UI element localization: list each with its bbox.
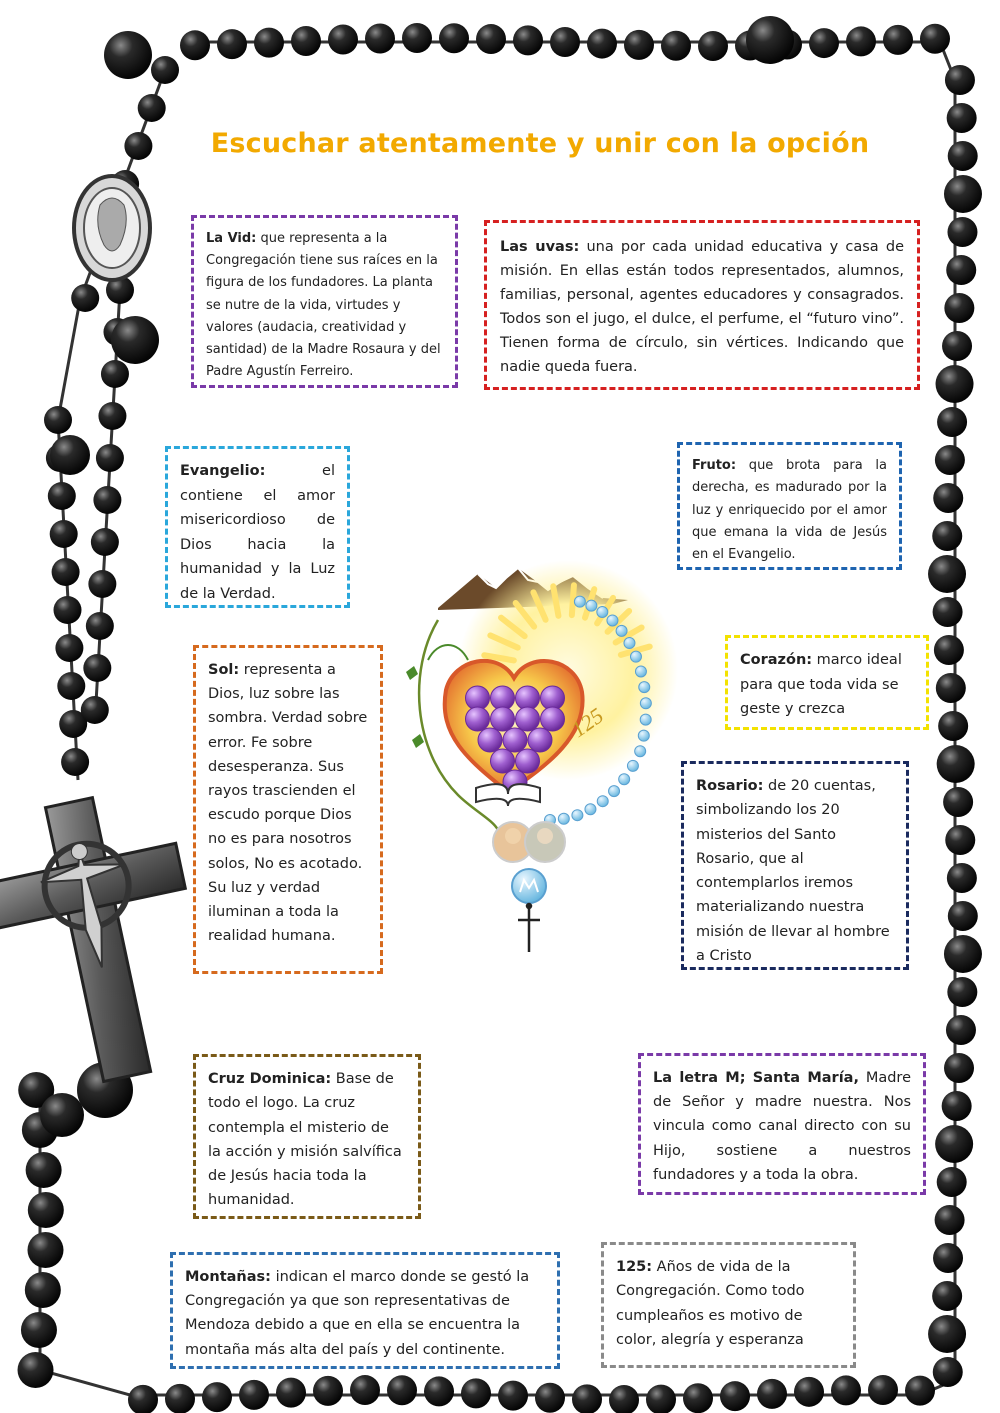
card-la-vid[interactable]: [191, 215, 458, 388]
card-text: indican el marco donde se gestó la Congregación ya que son representativas de Mendoza debido a que en ella se encuentra la montaña más alta del país y del continente.: [185, 1269, 530, 1358]
logo-rosary-bead: [627, 760, 638, 771]
rosary-bead: [180, 30, 210, 60]
rosary-bead: [365, 23, 395, 53]
card-text: de 20 cuentas, simbolizando los 20 misterios del Santo Rosario, que al contemplarlos iremos materializando nuestra misión de llevar al hombre a Cristo: [696, 778, 890, 965]
card-term: Cruz Dominica:: [208, 1071, 332, 1087]
rosary-bead: [461, 1378, 491, 1408]
card-fruto[interactable]: [677, 442, 902, 570]
rosary-bead: [944, 175, 982, 213]
rosary-bead: [25, 1272, 61, 1308]
rosary-bead: [350, 1375, 380, 1405]
page-title: Escuchar atentamente y unir con la opción: [210, 128, 870, 159]
rosary-bead: [936, 365, 974, 403]
card-cruz-dominica[interactable]: [193, 1054, 421, 1219]
logo-rosary-bead: [635, 666, 646, 677]
rosary-bead: [239, 1380, 269, 1410]
rosary-bead: [947, 977, 977, 1007]
grape: [466, 686, 490, 710]
card-term: Rosario:: [696, 778, 764, 794]
rosary-bead: [40, 1093, 84, 1137]
card-evangelio[interactable]: [165, 446, 350, 608]
logo-rosary-bead: [585, 804, 596, 815]
rosary-bead: [111, 316, 159, 364]
card-letra-m[interactable]: [638, 1053, 926, 1195]
rosary-bead: [27, 1232, 63, 1268]
rosary-bead: [935, 445, 965, 475]
card-text: Años de vida de la Congregación. Como todo cumpleaños es motivo de color, alegría y esperanza: [616, 1259, 805, 1348]
crucifix-icon: [0, 783, 221, 1097]
card-term: Evangelio:: [180, 463, 266, 479]
congregation-logo: [398, 560, 698, 960]
card-text: Base de todo el logo. La cruz contempla el misterio de la acción y misión salvífica de Jesús hacia toda la humanidad.: [208, 1071, 402, 1209]
rosary-bead: [920, 24, 950, 54]
card-text: Madre de Señor y madre nuestra. Nos vincula como canal directo con su Hijo, sostiene a nuestros fundadores y a toda la obra.: [653, 1070, 911, 1183]
rosary-bead: [513, 25, 543, 55]
rosary-bead: [587, 29, 617, 59]
rosary-bead: [50, 520, 78, 548]
logo-rosary-bead: [638, 730, 649, 741]
rosary-bead: [947, 217, 977, 247]
rosary-bead: [933, 1243, 963, 1273]
card-corazon[interactable]: [725, 635, 929, 730]
rosary-bead: [947, 863, 977, 893]
rosary-bead: [402, 23, 432, 53]
grape: [491, 707, 515, 731]
logo-rosary-bead: [597, 796, 608, 807]
rosary-bead: [93, 486, 121, 514]
logo-rosary-bead: [630, 651, 641, 662]
rosary-bead: [83, 654, 111, 682]
rosary-bead: [28, 1192, 64, 1228]
card-text: marco ideal para que toda vida se geste y crezca: [740, 652, 902, 717]
rosary-bead: [476, 24, 506, 54]
rosary-bead: [661, 31, 691, 61]
logo-rosary-bead: [619, 774, 630, 785]
logo-rosary-bead: [574, 596, 585, 607]
rosary-bead: [934, 635, 964, 665]
rosary-bead: [439, 23, 469, 53]
rosary-bead: [101, 360, 129, 388]
rosary-bead: [948, 141, 978, 171]
logo-rosary-bead: [640, 714, 651, 725]
rosary-bead: [946, 1015, 976, 1045]
rosary-bead: [104, 31, 152, 79]
rosary-bead: [720, 1381, 750, 1411]
rosary-bead: [928, 555, 966, 593]
grape: [491, 749, 515, 773]
rosary-bead: [868, 1375, 898, 1405]
rosary-bead: [202, 1382, 232, 1412]
grape: [466, 707, 490, 731]
founders-icon: [493, 822, 565, 862]
rosary-bead: [937, 745, 975, 783]
rosary-bead: [18, 1352, 54, 1388]
grape: [541, 686, 565, 710]
letter-m-icon: [512, 869, 546, 903]
rosary-bead: [217, 29, 247, 59]
rosary-bead: [498, 1381, 528, 1411]
rosary-bead: [128, 1385, 158, 1413]
logo-rosary-bead: [609, 786, 620, 797]
rosary-bead: [88, 570, 116, 598]
grape: [516, 707, 540, 731]
card-text: una por cada unidad educativa y casa de misión. En ellas están todos representados, alumnos, familias, personal, agentes educadores y consagrados. Todos son el jugo, el dulce, el perfume, el “futuro vino”. Tienen forma de círculo, sin vértices. Indicando que nadie queda fuera.: [500, 239, 904, 375]
rosary-bead: [48, 482, 76, 510]
rosary-bead: [91, 528, 119, 556]
sun-ray: [572, 585, 574, 615]
card-term: La Vid:: [206, 231, 257, 246]
rosary-bead: [937, 407, 967, 437]
card-term: 125:: [616, 1259, 653, 1275]
rosary-bead: [71, 284, 99, 312]
rosary-bead: [945, 65, 975, 95]
grape: [516, 749, 540, 773]
rosary-bead: [50, 435, 90, 475]
rosary-bead: [151, 56, 179, 84]
rosary-bead: [291, 26, 321, 56]
rosary-bead: [138, 94, 166, 122]
rosary-bead: [81, 696, 109, 724]
rosary-bead: [942, 331, 972, 361]
grape: [528, 728, 552, 752]
rosary-bead: [944, 293, 974, 323]
card-term: Montañas:: [185, 1269, 271, 1285]
rosary-bead: [57, 672, 85, 700]
rosary-bead: [387, 1375, 417, 1405]
grape: [478, 728, 502, 752]
rosary-bead: [944, 1053, 974, 1083]
rosary-bead: [535, 1383, 565, 1413]
card-montanas[interactable]: [170, 1252, 560, 1369]
rosary-bead: [124, 132, 152, 160]
rosary-bead: [945, 825, 975, 855]
logo-rosary-bead: [635, 746, 646, 757]
logo-rosary-bead: [640, 698, 651, 709]
rosary-bead: [328, 25, 358, 55]
logo-rosary-bead: [558, 813, 569, 824]
rosary-bead: [943, 787, 973, 817]
rosary-bead: [947, 103, 977, 133]
grape: [503, 728, 527, 752]
card-term: La letra M; Santa María,: [653, 1070, 859, 1086]
card-rosario[interactable]: [681, 761, 909, 970]
rosary-bead: [905, 1376, 935, 1406]
card-text: representa a Dios, luz sobre las sombra. Verdad sobre error. Fe sobre desesperanza. Sus rayos trascienden el escudo porque Dios no es para nosotros solos, No es acotado. Su luz y verdad iluminan a toda la realidad humana.: [208, 662, 368, 945]
medal-icon: [74, 176, 150, 280]
rosary-bead: [757, 1379, 787, 1409]
rosary-bead: [26, 1152, 62, 1188]
rosary-bead: [935, 1205, 965, 1235]
card-text: el contiene el amor misericordioso de Dios hacia la humanidad y la Luz de la Verdad.: [180, 463, 335, 602]
card-las-uvas[interactable]: [484, 220, 920, 390]
rosary-bead: [572, 1384, 602, 1413]
logo-rosary-bead: [607, 615, 618, 626]
rosary-bead: [624, 30, 654, 60]
rosary-bead: [55, 634, 83, 662]
grape: [541, 707, 565, 731]
rosary-bead: [883, 25, 913, 55]
card-term: Fruto:: [692, 458, 737, 473]
rosary-bead: [932, 1281, 962, 1311]
rosary-bead: [54, 596, 82, 624]
rosary-bead: [928, 1315, 966, 1353]
rosary-bead: [21, 1312, 57, 1348]
card-125[interactable]: [601, 1242, 856, 1368]
rosary-bead: [932, 521, 962, 551]
rosary-bead: [683, 1383, 713, 1413]
rosary-bead: [938, 711, 968, 741]
logo-rosary-bead: [624, 638, 635, 649]
rosary-bead: [944, 935, 982, 973]
logo-rosary-bead: [572, 810, 583, 821]
rosary-bead: [165, 1384, 195, 1413]
dominican-cross-icon: [518, 904, 540, 952]
rosary-bead: [254, 28, 284, 58]
card-term: Sol:: [208, 662, 240, 678]
logo-rosary-bead: [597, 606, 608, 617]
rosary-bead: [550, 27, 580, 57]
rosary-bead: [942, 1091, 972, 1121]
rosary-bead: [946, 255, 976, 285]
card-term: Corazón:: [740, 652, 813, 668]
rosary-bead: [313, 1376, 343, 1406]
rosary-bead: [646, 1385, 676, 1413]
rosary-bead: [933, 1357, 963, 1387]
rosary-bead: [846, 26, 876, 56]
rosary-bead: [86, 612, 114, 640]
card-sol[interactable]: [193, 645, 383, 974]
card-term: Las uvas:: [500, 239, 580, 255]
rosary-bead: [794, 1377, 824, 1407]
rosary-bead: [831, 1375, 861, 1405]
rosary-bead: [276, 1378, 306, 1408]
rosary-bead: [937, 1167, 967, 1197]
logo-rosary-bead: [586, 600, 597, 611]
rosary-bead: [698, 31, 728, 61]
grape: [491, 686, 515, 710]
rosary-bead: [609, 1385, 639, 1413]
rosary-bead: [52, 558, 80, 586]
logo-rosary-bead: [639, 682, 650, 693]
rosary-bead: [424, 1376, 454, 1406]
logo-number-125: 125: [566, 702, 608, 743]
rosary-bead: [936, 673, 966, 703]
rosary-bead: [61, 748, 89, 776]
rosary-bead: [935, 1125, 973, 1163]
rosary-bead: [933, 483, 963, 513]
rosary-bead: [98, 402, 126, 430]
rosary-bead: [933, 597, 963, 627]
rosary-bead: [809, 28, 839, 58]
card-text: que brota para la derecha, es madurado por la luz y enriquecido por el amor que emana la vida de Jesús en el Evangelio.: [692, 458, 887, 563]
rosary-bead: [746, 16, 794, 64]
logo-rosary-bead: [616, 625, 627, 636]
grape: [516, 686, 540, 710]
card-text: que representa a la Congregación tiene sus raíces en la figura de los fundadores. La planta se nutre de la vida, virtudes y valores (audacia, creatividad y santidad) de la Madre Rosaura y del Padre Agustín Ferreiro.: [206, 231, 441, 380]
rosary-bead: [44, 406, 72, 434]
rosary-bead: [948, 901, 978, 931]
rosary-bead: [96, 444, 124, 472]
